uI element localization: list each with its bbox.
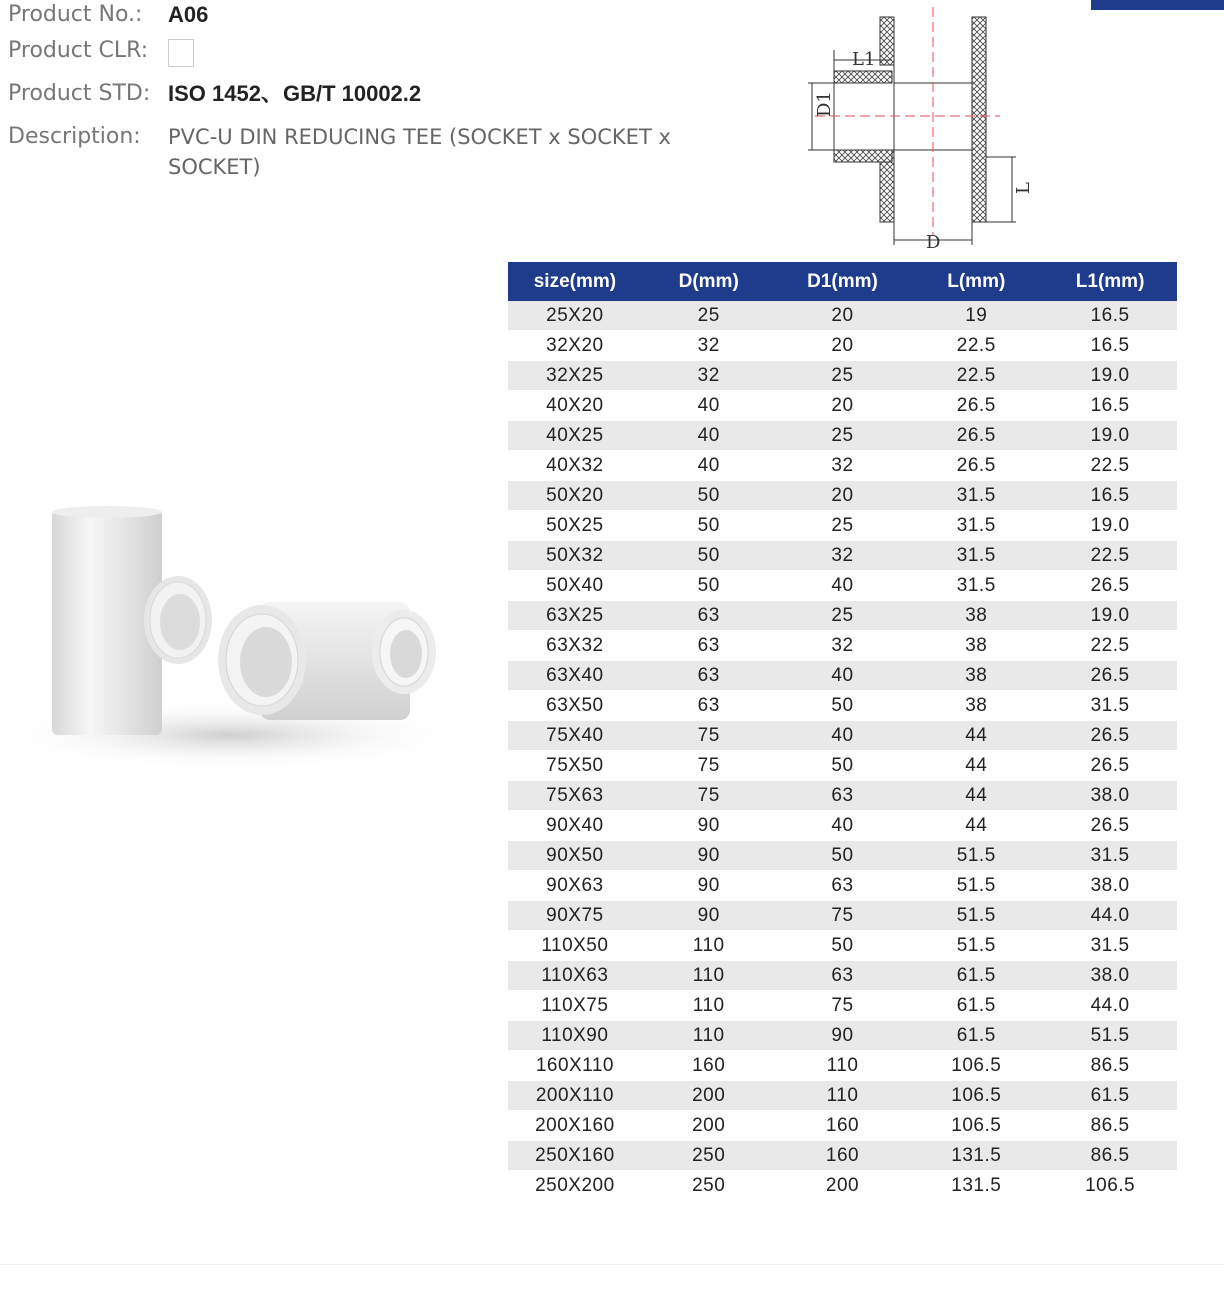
product-no-label: Product No.: <box>8 2 143 27</box>
table-cell: 86.5 <box>1043 1141 1177 1171</box>
table-cell: 50 <box>642 511 776 541</box>
table-cell: 40 <box>776 571 910 601</box>
table-cell: 38.0 <box>1043 781 1177 811</box>
table-row <box>508 811 1177 841</box>
table-cell: 38.0 <box>1043 871 1177 901</box>
table-cell: 110 <box>642 991 776 1021</box>
table-cell: 86.5 <box>1043 1111 1177 1141</box>
table-cell: 32 <box>776 451 910 481</box>
table-cell: 63 <box>642 661 776 691</box>
table-cell: 32X25 <box>508 361 642 391</box>
table-cell: 22.5 <box>909 361 1043 391</box>
table-cell: 50X32 <box>508 541 642 571</box>
table-cell: 160 <box>776 1111 910 1141</box>
column-header: D1(mm) <box>776 262 910 301</box>
table-row <box>508 481 1177 511</box>
table-cell: 63X50 <box>508 691 642 721</box>
table-cell: 200X160 <box>508 1111 642 1141</box>
table-cell: 90 <box>642 871 776 901</box>
table-cell: 25 <box>642 301 776 331</box>
table-row <box>508 1021 1177 1051</box>
diagram-label-l: L <box>1013 182 1034 194</box>
column-header: size(mm) <box>508 262 642 301</box>
table-cell: 20 <box>776 301 910 331</box>
table-row <box>508 511 1177 541</box>
table-cell: 31.5 <box>909 481 1043 511</box>
table-row <box>508 541 1177 571</box>
table-cell: 25 <box>776 511 910 541</box>
table-cell: 200X110 <box>508 1081 642 1111</box>
table-cell: 32 <box>776 631 910 661</box>
table-cell: 38 <box>909 691 1043 721</box>
table-cell: 31.5 <box>1043 691 1177 721</box>
table-cell: 63X25 <box>508 601 642 631</box>
table-cell: 26.5 <box>909 451 1043 481</box>
table-cell: 63 <box>642 601 776 631</box>
table-cell: 63X40 <box>508 661 642 691</box>
table-cell: 38 <box>909 601 1043 631</box>
table-cell: 200 <box>642 1111 776 1141</box>
table-cell: 75 <box>642 751 776 781</box>
table-cell: 110 <box>776 1051 910 1081</box>
table-cell: 106.5 <box>1043 1171 1177 1201</box>
table-cell: 61.5 <box>909 1021 1043 1051</box>
table-cell: 131.5 <box>909 1141 1043 1171</box>
table-header-row <box>508 262 1177 301</box>
tee-technical-drawing <box>800 5 1040 255</box>
table-cell: 44 <box>909 781 1043 811</box>
table-cell: 61.5 <box>909 991 1043 1021</box>
table-cell: 160X110 <box>508 1051 642 1081</box>
table-cell: 19.0 <box>1043 601 1177 631</box>
table-row <box>508 631 1177 661</box>
table-cell: 22.5 <box>1043 631 1177 661</box>
table-cell: 31.5 <box>909 511 1043 541</box>
table-row <box>508 781 1177 811</box>
table-cell: 16.5 <box>1043 301 1177 331</box>
table-row <box>508 1081 1177 1111</box>
table-cell: 250 <box>642 1171 776 1201</box>
table-cell: 16.5 <box>1043 391 1177 421</box>
table-cell: 32 <box>642 331 776 361</box>
table-cell: 50 <box>642 571 776 601</box>
table-cell: 110 <box>642 961 776 991</box>
product-clr-row <box>8 36 194 67</box>
table-row <box>508 931 1177 961</box>
table-cell: 110X63 <box>508 961 642 991</box>
table-cell: 44.0 <box>1043 901 1177 931</box>
color-swatch <box>168 39 194 67</box>
product-std-value: ISO 1452、GB/T 10002.2 <box>168 81 422 106</box>
table-cell: 51.5 <box>909 871 1043 901</box>
table-cell: 90 <box>642 841 776 871</box>
table-body <box>508 301 1177 1201</box>
table-cell: 75 <box>642 781 776 811</box>
description-row <box>8 122 708 182</box>
table-cell: 50 <box>776 751 910 781</box>
table-cell: 110X50 <box>508 931 642 961</box>
table-cell: 20 <box>776 391 910 421</box>
table-cell: 106.5 <box>909 1111 1043 1141</box>
spec-table <box>508 262 1177 1201</box>
table-cell: 31.5 <box>909 541 1043 571</box>
table-cell: 38 <box>909 661 1043 691</box>
table-cell: 19.0 <box>1043 361 1177 391</box>
column-header: D(mm) <box>642 262 776 301</box>
table-row <box>508 751 1177 781</box>
table-cell: 63 <box>642 631 776 661</box>
table-cell: 44.0 <box>1043 991 1177 1021</box>
table-cell: 44 <box>909 721 1043 751</box>
table-cell: 44 <box>909 751 1043 781</box>
table-row <box>508 1111 1177 1141</box>
table-cell: 22.5 <box>909 331 1043 361</box>
table-cell: 32X20 <box>508 331 642 361</box>
table-cell: 110 <box>642 1021 776 1051</box>
table-cell: 40 <box>776 721 910 751</box>
product-std-row <box>8 79 421 109</box>
table-cell: 50 <box>642 481 776 511</box>
table-cell: 86.5 <box>1043 1051 1177 1081</box>
description-label: Description: <box>8 124 141 149</box>
table-cell: 40 <box>642 391 776 421</box>
product-no-row <box>8 0 208 30</box>
table-cell: 50X25 <box>508 511 642 541</box>
table-cell: 110X90 <box>508 1021 642 1051</box>
table-row <box>508 841 1177 871</box>
table-row <box>508 391 1177 421</box>
table-cell: 200 <box>776 1171 910 1201</box>
table-cell: 19.0 <box>1043 511 1177 541</box>
table-row <box>508 1051 1177 1081</box>
table-cell: 75 <box>776 901 910 931</box>
table-cell: 26.5 <box>1043 661 1177 691</box>
table-cell: 200 <box>642 1081 776 1111</box>
corner-accent-bar <box>1091 0 1224 10</box>
table-cell: 40 <box>642 421 776 451</box>
table-row <box>508 571 1177 601</box>
table-cell: 25 <box>776 601 910 631</box>
table-cell: 25 <box>776 361 910 391</box>
table-cell: 31.5 <box>909 571 1043 601</box>
table-cell: 16.5 <box>1043 481 1177 511</box>
table-cell: 32 <box>642 361 776 391</box>
table-row <box>508 1171 1177 1201</box>
table-cell: 63X32 <box>508 631 642 661</box>
table-cell: 38.0 <box>1043 961 1177 991</box>
table-cell: 51.5 <box>909 931 1043 961</box>
table-cell: 63 <box>776 961 910 991</box>
table-cell: 26.5 <box>1043 721 1177 751</box>
table-cell: 31.5 <box>1043 841 1177 871</box>
diagram-label-l1: L1 <box>852 49 876 70</box>
table-cell: 90 <box>642 901 776 931</box>
table-cell: 31.5 <box>1043 931 1177 961</box>
table-cell: 250 <box>642 1141 776 1171</box>
table-cell: 106.5 <box>909 1081 1043 1111</box>
table-cell: 40X20 <box>508 391 642 421</box>
table-cell: 110 <box>642 931 776 961</box>
table-cell: 51.5 <box>909 841 1043 871</box>
table-cell: 75X50 <box>508 751 642 781</box>
product-no-value: A06 <box>168 2 209 27</box>
table-row <box>508 451 1177 481</box>
table-cell: 16.5 <box>1043 331 1177 361</box>
product-clr-label: Product CLR: <box>8 38 149 63</box>
table-row <box>508 1141 1177 1171</box>
column-header: L(mm) <box>909 262 1043 301</box>
table-cell: 51.5 <box>1043 1021 1177 1051</box>
table-cell: 63 <box>776 871 910 901</box>
table-cell: 32 <box>776 541 910 571</box>
footer-divider <box>0 1264 1224 1265</box>
diagram-label-d1: D1 <box>814 91 835 117</box>
table-cell: 110X75 <box>508 991 642 1021</box>
table-cell: 50X20 <box>508 481 642 511</box>
table-row <box>508 361 1177 391</box>
table-cell: 75 <box>776 991 910 1021</box>
table-row <box>508 331 1177 361</box>
column-header: L1(mm) <box>1043 262 1177 301</box>
table-cell: 250X200 <box>508 1171 642 1201</box>
table-row <box>508 991 1177 1021</box>
table-cell: 131.5 <box>909 1171 1043 1201</box>
table-cell: 160 <box>642 1051 776 1081</box>
table-cell: 40 <box>642 451 776 481</box>
table-cell: 75 <box>642 721 776 751</box>
table-cell: 40 <box>776 661 910 691</box>
table-cell: 75X63 <box>508 781 642 811</box>
table-cell: 61.5 <box>1043 1081 1177 1111</box>
table-cell: 51.5 <box>909 901 1043 931</box>
table-cell: 20 <box>776 481 910 511</box>
table-cell: 26.5 <box>909 421 1043 451</box>
table-cell: 25X20 <box>508 301 642 331</box>
table-cell: 160 <box>776 1141 910 1171</box>
table-cell: 63 <box>642 691 776 721</box>
table-row <box>508 661 1177 691</box>
table-cell: 63 <box>776 781 910 811</box>
description-value: PVC-U DIN REDUCING TEE (SOCKET x SOCKET x SOCKET) <box>168 125 671 179</box>
table-row <box>508 691 1177 721</box>
table-cell: 90 <box>776 1021 910 1051</box>
table-cell: 90X63 <box>508 871 642 901</box>
table-cell: 50 <box>776 691 910 721</box>
table-cell: 106.5 <box>909 1051 1043 1081</box>
table-cell: 50 <box>776 841 910 871</box>
table-cell: 22.5 <box>1043 541 1177 571</box>
table-cell: 50 <box>642 541 776 571</box>
table-cell: 90 <box>642 811 776 841</box>
table-cell: 22.5 <box>1043 451 1177 481</box>
table-cell: 50X40 <box>508 571 642 601</box>
table-row <box>508 301 1177 331</box>
table-cell: 90X50 <box>508 841 642 871</box>
table-cell: 40X32 <box>508 451 642 481</box>
table-cell: 40 <box>776 811 910 841</box>
table-cell: 90X75 <box>508 901 642 931</box>
table-row <box>508 871 1177 901</box>
table-cell: 19.0 <box>1043 421 1177 451</box>
table-cell: 38 <box>909 631 1043 661</box>
table-cell: 75X40 <box>508 721 642 751</box>
table-row <box>508 421 1177 451</box>
table-cell: 61.5 <box>909 961 1043 991</box>
table-cell: 44 <box>909 811 1043 841</box>
product-std-label: Product STD: <box>8 81 151 106</box>
table-cell: 40X25 <box>508 421 642 451</box>
table-row <box>508 901 1177 931</box>
table-cell: 50 <box>776 931 910 961</box>
table-cell: 19 <box>909 301 1043 331</box>
table-cell: 26.5 <box>909 391 1043 421</box>
product-photo <box>0 490 470 790</box>
table-cell: 90X40 <box>508 811 642 841</box>
table-cell: 20 <box>776 331 910 361</box>
table-row <box>508 961 1177 991</box>
table-row <box>508 721 1177 751</box>
table-row <box>508 601 1177 631</box>
diagram-label-d: D <box>926 232 941 253</box>
table-cell: 26.5 <box>1043 751 1177 781</box>
table-cell: 26.5 <box>1043 811 1177 841</box>
table-cell: 25 <box>776 421 910 451</box>
table-cell: 26.5 <box>1043 571 1177 601</box>
table-cell: 110 <box>776 1081 910 1111</box>
table-cell: 250X160 <box>508 1141 642 1171</box>
